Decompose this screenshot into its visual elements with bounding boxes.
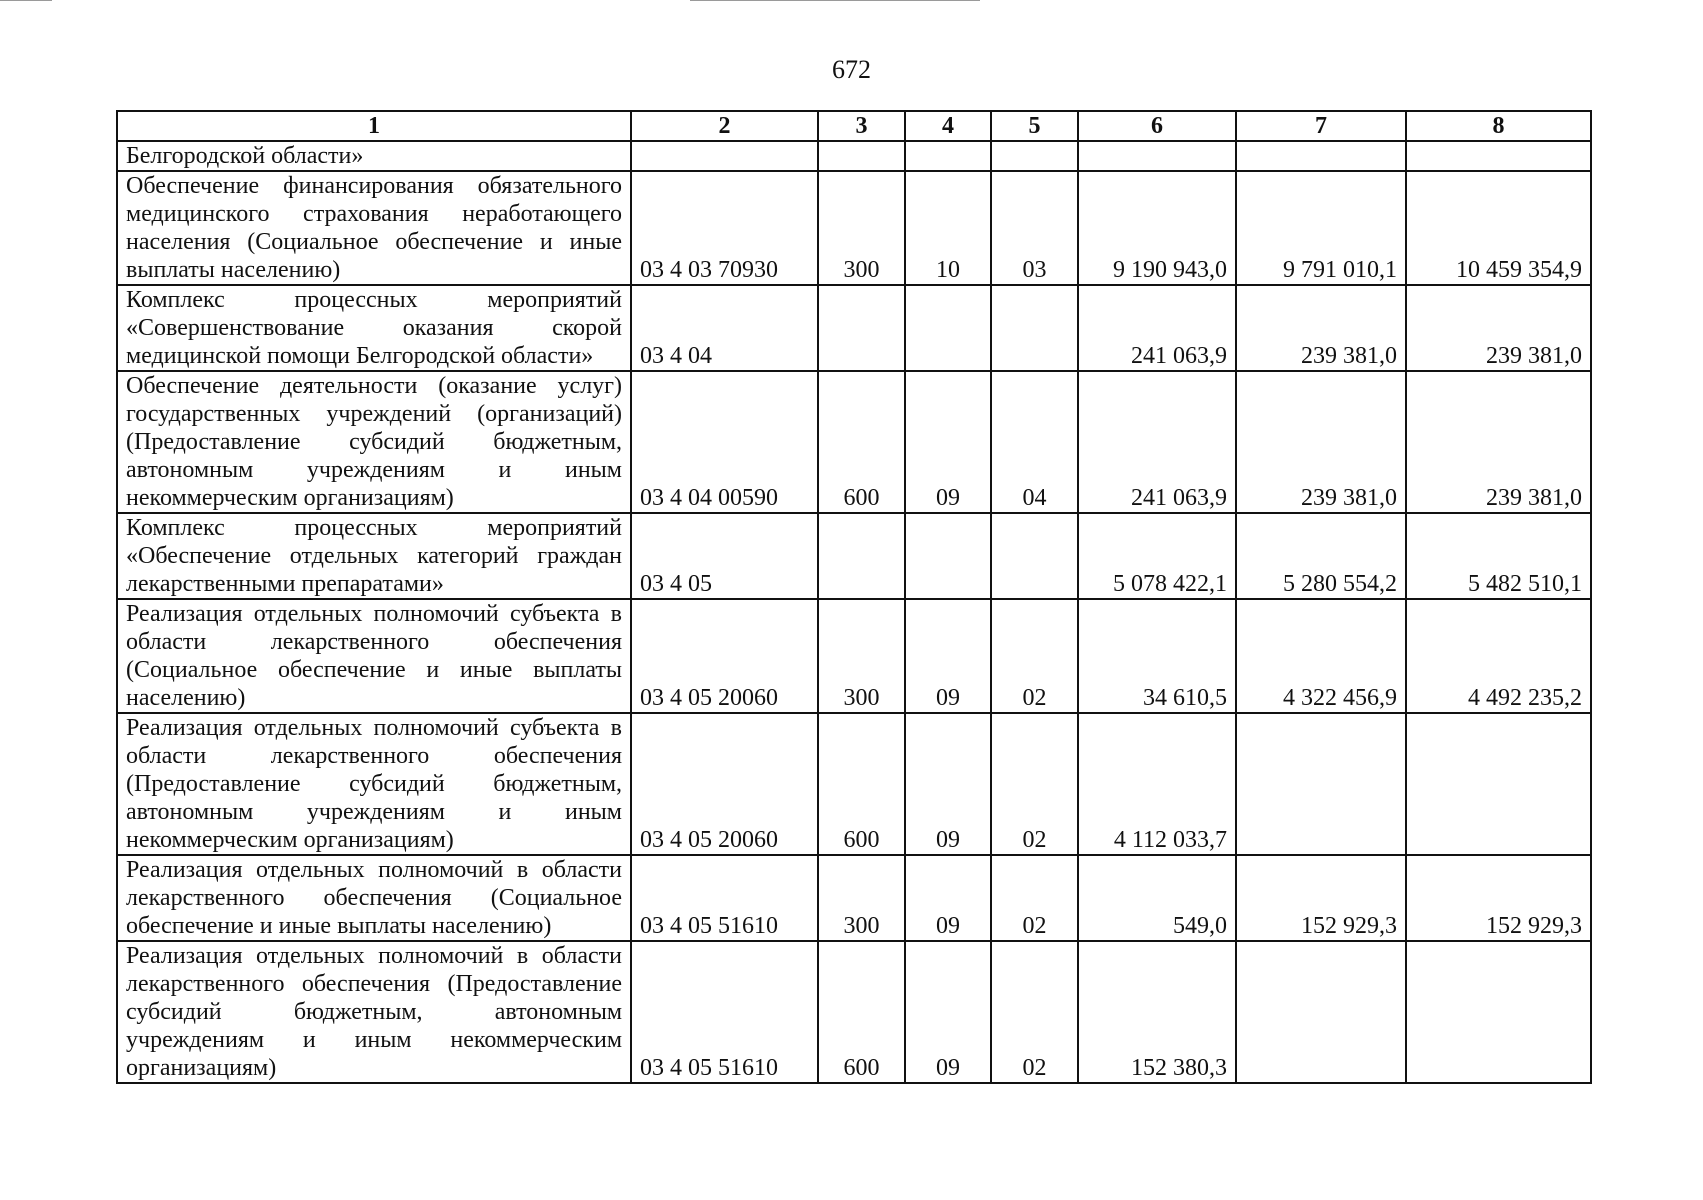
scan-artifact-line bbox=[690, 0, 980, 1]
target-article-cell: 03 4 04 00590 bbox=[631, 371, 818, 513]
section-cell: 09 bbox=[905, 599, 991, 713]
section-cell bbox=[905, 513, 991, 599]
expense-type-cell bbox=[818, 513, 905, 599]
amount-col6-cell: 549,0 bbox=[1078, 855, 1236, 941]
expense-type-cell: 300 bbox=[818, 171, 905, 285]
amount-col7-cell bbox=[1236, 713, 1406, 855]
table-row bbox=[117, 599, 1591, 713]
expense-type-cell: 300 bbox=[818, 599, 905, 713]
header-row bbox=[117, 111, 1591, 141]
section-cell: 09 bbox=[905, 713, 991, 855]
subsection-cell: 04 bbox=[991, 371, 1078, 513]
item-name-cell: Реализация отдельных полномочий в области лекарственного обеспечения (Социальное обеспечение и иные выплаты населению) bbox=[117, 855, 631, 941]
item-name-cell: Реализация отдельных полномочий в области лекарственного обеспечения (Предоставление субсидий бюджетным, автономным учреждениям и иным некоммерческим организациям) bbox=[117, 941, 631, 1083]
target-article-cell: 03 4 04 bbox=[631, 285, 818, 371]
amount-col8-cell: 10 459 354,9 bbox=[1406, 171, 1591, 285]
column-header-6: 6 bbox=[1078, 111, 1236, 141]
column-header-5: 5 bbox=[991, 111, 1078, 141]
section-cell: 10 bbox=[905, 171, 991, 285]
page-number: 672 bbox=[832, 55, 871, 84]
amount-col6-cell: 152 380,3 bbox=[1078, 941, 1236, 1083]
table-row bbox=[117, 513, 1591, 599]
amount-col6-cell: 34 610,5 bbox=[1078, 599, 1236, 713]
subsection-cell bbox=[991, 141, 1078, 171]
section-cell: 09 bbox=[905, 855, 991, 941]
expense-type-cell bbox=[818, 285, 905, 371]
amount-col8-cell: 152 929,3 bbox=[1406, 855, 1591, 941]
amount-col7-cell: 152 929,3 bbox=[1236, 855, 1406, 941]
subsection-cell: 02 bbox=[991, 855, 1078, 941]
amount-col8-cell bbox=[1406, 141, 1591, 171]
target-article-cell: 03 4 05 20060 bbox=[631, 713, 818, 855]
table-row bbox=[117, 855, 1591, 941]
amount-col6-cell: 9 190 943,0 bbox=[1078, 171, 1236, 285]
column-header-7: 7 bbox=[1236, 111, 1406, 141]
item-name-cell: Реализация отдельных полномочий субъекта в области лекарственного обеспечения (Социальное обеспечение и иные выплаты населению) bbox=[117, 599, 631, 713]
amount-col7-cell: 239 381,0 bbox=[1236, 285, 1406, 371]
target-article-cell: 03 4 03 70930 bbox=[631, 171, 818, 285]
amount-col8-cell: 4 492 235,2 bbox=[1406, 599, 1591, 713]
target-article-cell: 03 4 05 51610 bbox=[631, 855, 818, 941]
column-header-2: 2 bbox=[631, 111, 818, 141]
subsection-cell: 03 bbox=[991, 171, 1078, 285]
amount-col7-cell: 4 322 456,9 bbox=[1236, 599, 1406, 713]
scan-artifact-line bbox=[0, 0, 52, 1]
item-name-cell: Реализация отдельных полномочий субъекта в области лекарственного обеспечения (Предоставление субсидий бюджетным, автономным учреждениям и иным некоммерческим организациям) bbox=[117, 713, 631, 855]
section-cell: 09 bbox=[905, 941, 991, 1083]
amount-col6-cell bbox=[1078, 141, 1236, 171]
amount-col8-cell bbox=[1406, 941, 1591, 1083]
column-header-1: 1 bbox=[117, 111, 631, 141]
budget-table bbox=[116, 110, 1592, 1084]
table-row bbox=[117, 141, 1591, 171]
table-row bbox=[117, 171, 1591, 285]
target-article-cell bbox=[631, 141, 818, 171]
target-article-cell: 03 4 05 51610 bbox=[631, 941, 818, 1083]
item-name-cell: Обеспечение финансирования обязательного медицинского страхования неработающего населения (Социальное обеспечение и иные выплаты населению) bbox=[117, 171, 631, 285]
amount-col6-cell: 241 063,9 bbox=[1078, 285, 1236, 371]
item-name-cell: Комплекс процессных мероприятий «Совершенствование оказания скорой медицинской помощи Белгородской области» bbox=[117, 285, 631, 371]
subsection-cell: 02 bbox=[991, 713, 1078, 855]
amount-col8-cell: 239 381,0 bbox=[1406, 371, 1591, 513]
table-row bbox=[117, 285, 1591, 371]
table-body bbox=[117, 141, 1591, 1083]
item-name-cell: Обеспечение деятельности (оказание услуг) государственных учреждений (организаций) (Предоставление субсидий бюджетным, автономным учреждениям и иным некоммерческим организациям) bbox=[117, 371, 631, 513]
subsection-cell: 02 bbox=[991, 941, 1078, 1083]
subsection-cell: 02 bbox=[991, 599, 1078, 713]
amount-col7-cell: 9 791 010,1 bbox=[1236, 171, 1406, 285]
table-row bbox=[117, 941, 1591, 1083]
expense-type-cell: 600 bbox=[818, 713, 905, 855]
subsection-cell bbox=[991, 285, 1078, 371]
amount-col8-cell bbox=[1406, 713, 1591, 855]
table-row bbox=[117, 713, 1591, 855]
section-cell bbox=[905, 141, 991, 171]
expense-type-cell: 600 bbox=[818, 371, 905, 513]
section-cell: 09 bbox=[905, 371, 991, 513]
amount-col8-cell: 5 482 510,1 bbox=[1406, 513, 1591, 599]
amount-col6-cell: 4 112 033,7 bbox=[1078, 713, 1236, 855]
amount-col7-cell bbox=[1236, 941, 1406, 1083]
item-name-cell: Белгородской области» bbox=[117, 141, 631, 171]
amount-col6-cell: 5 078 422,1 bbox=[1078, 513, 1236, 599]
amount-col8-cell: 239 381,0 bbox=[1406, 285, 1591, 371]
subsection-cell bbox=[991, 513, 1078, 599]
target-article-cell: 03 4 05 20060 bbox=[631, 599, 818, 713]
column-header-4: 4 bbox=[905, 111, 991, 141]
expense-type-cell: 600 bbox=[818, 941, 905, 1083]
amount-col7-cell: 239 381,0 bbox=[1236, 371, 1406, 513]
amount-col6-cell: 241 063,9 bbox=[1078, 371, 1236, 513]
amount-col7-cell: 5 280 554,2 bbox=[1236, 513, 1406, 599]
target-article-cell: 03 4 05 bbox=[631, 513, 818, 599]
expense-type-cell bbox=[818, 141, 905, 171]
table-row bbox=[117, 371, 1591, 513]
amount-col7-cell bbox=[1236, 141, 1406, 171]
column-header-3: 3 bbox=[818, 111, 905, 141]
column-header-8: 8 bbox=[1406, 111, 1591, 141]
section-cell bbox=[905, 285, 991, 371]
expense-type-cell: 300 bbox=[818, 855, 905, 941]
item-name-cell: Комплекс процессных мероприятий «Обеспечение отдельных категорий граждан лекарственными препаратами» bbox=[117, 513, 631, 599]
